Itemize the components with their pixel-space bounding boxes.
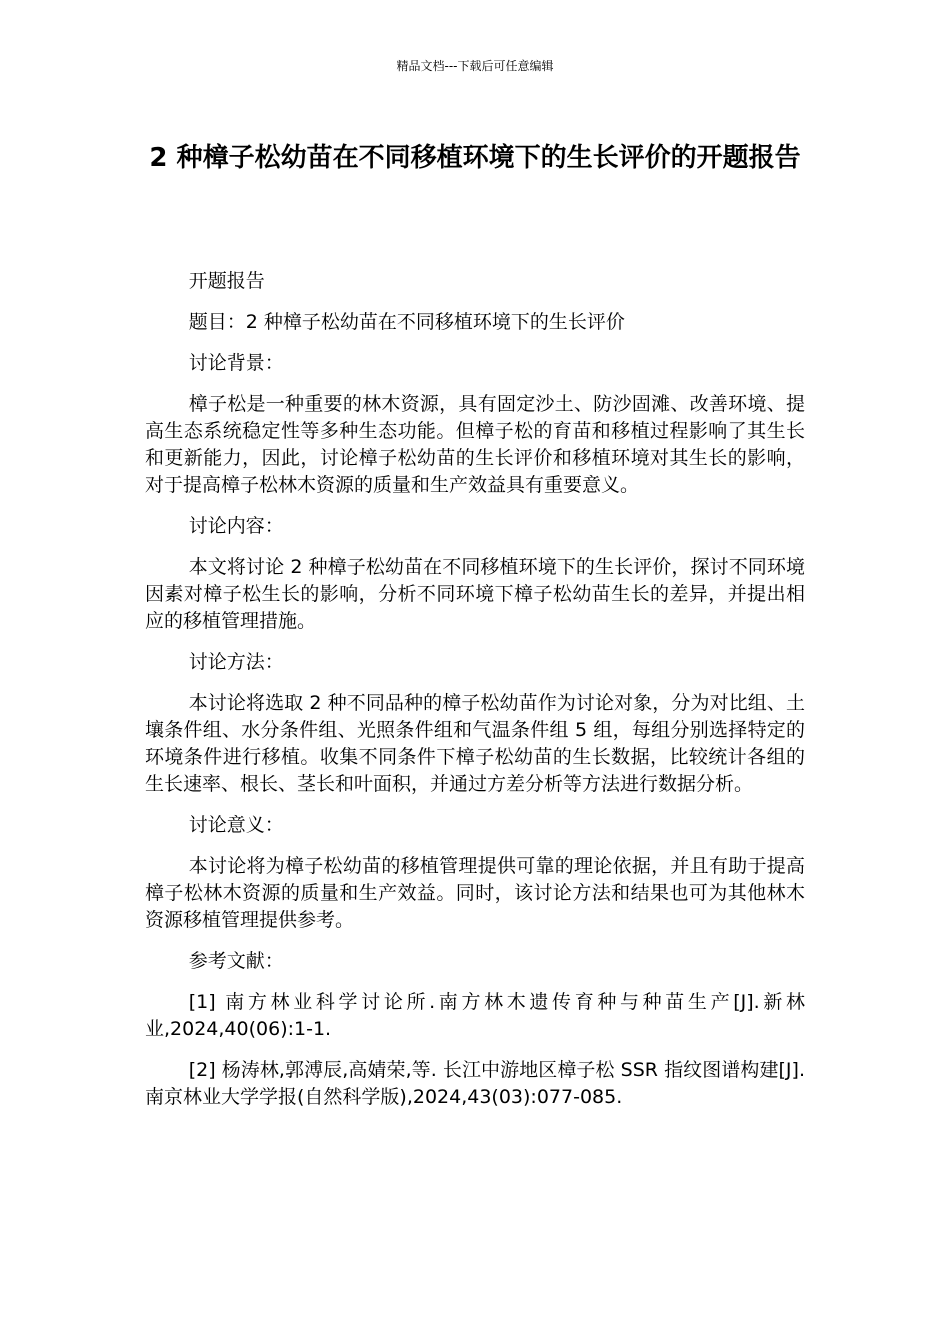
document-body [145,268,805,1125]
header-note: 精品文档---下载后可任意编辑 [396,59,554,73]
content-heading: 讨论内容： [188,515,284,537]
background-heading: 讨论背景： [188,352,284,374]
topic-line: 题目：2 种樟子松幼苗在不同移植环境下的生长评价 [188,311,625,333]
content-paragraph: 本文将讨论 2 种樟子松幼苗在不同移植环境下的生长评价，探讨不同环境因素对樟子松生长的影响，分析不同环境下樟子松幼苗生长的差异，并提出相应的移植管理措施。 [145,556,805,632]
report-heading: 开题报告 [188,270,265,292]
background-paragraph: 樟子松是一种重要的林木资源，具有固定沙土、防沙固滩、改善环境、提高生态系统稳定性等多种生态功能。但樟子松的育苗和移植过程影响了其生长和更新能力，因此，讨论樟子松幼苗的生长评价和移植环境对其生长的影响，对于提高樟子松林木资源的质量和生产效益具有重要意义。 [145,393,805,496]
significance-paragraph: 本讨论将为樟子松幼苗的移植管理提供可靠的理论依据，并且有助于提高樟子松林木资源的质量和生产效益。同时，该讨论方法和结果也可为其他林木资源移植管理提供参考。 [145,855,805,931]
references-heading: 参考文献： [188,950,284,972]
method-paragraph: 本讨论将选取 2 种不同品种的樟子松幼苗作为讨论对象，分为对比组、土壤条件组、水分条件组、光照条件组和气温条件组 5 组，每组分别选择特定的环境条件进行移植。收集不同条件下樟子松幼苗的生长数据，比较统计各组的生长速率、根长、茎长和叶面积，并通过方差分析等方法进行数据分析。 [145,692,805,795]
reference-item: [1] 南方林业科学讨论所.南方林木遗传育种与种苗生产[J].新林业,2024,40(06):1-1. [145,991,805,1040]
significance-heading: 讨论意义： [188,814,284,836]
document-title: 2 种樟子松幼苗在不同移植环境下的生长评价的开题报告 [149,143,801,173]
method-heading: 讨论方法： [188,651,284,673]
reference-item: [2] 杨涛林,郭溥辰,高婧荣,等. 长江中游地区樟子松 SSR 指纹图谱构建[J].南京林业大学学报(自然科学版),2024,43(03):077-085. [145,1059,805,1108]
